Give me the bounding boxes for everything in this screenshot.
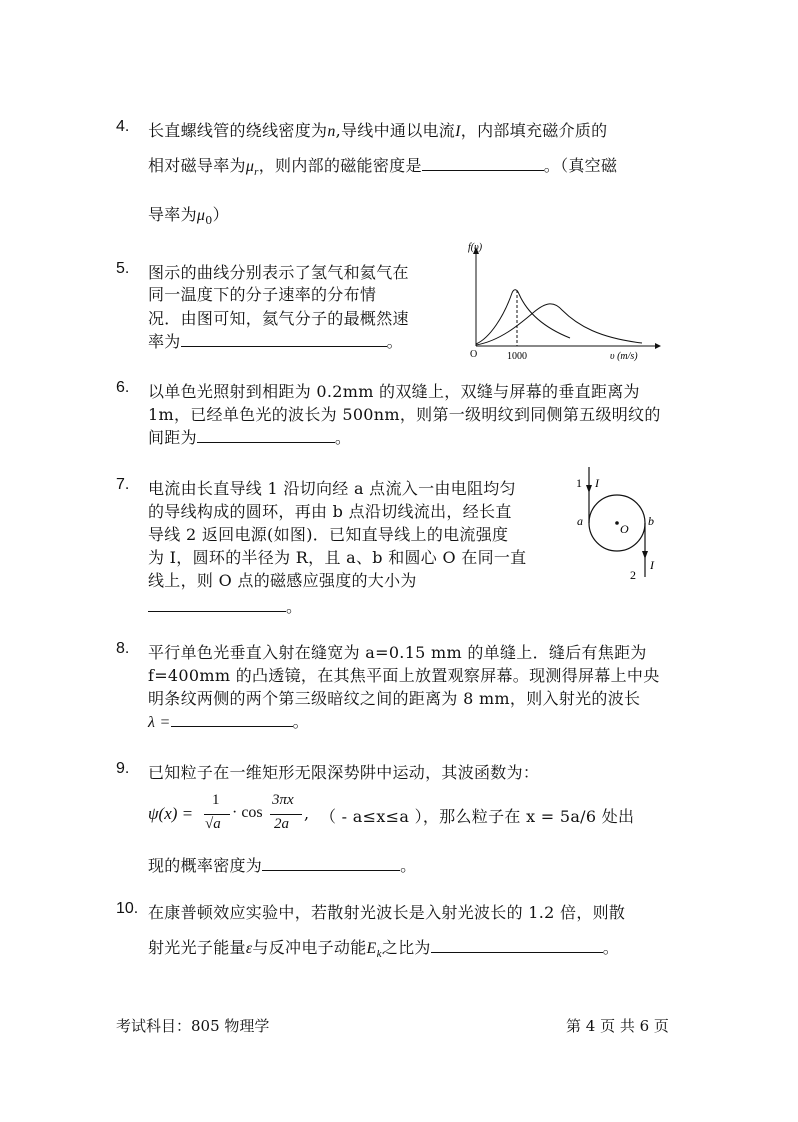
question-line: 图示的曲线分别表示了氢气和氦气在	[148, 263, 409, 282]
question-line: 射光光子能量ε与反冲电子动能$E_k$之比为 。	[148, 938, 620, 961]
y-axis-label: f(υ)	[468, 242, 483, 253]
question-8	[116, 640, 696, 735]
question-number: 10.	[116, 900, 139, 917]
question-line: 长直螺线管的绕线密度为n,导线中通以电流I，内部填充磁介质的	[148, 121, 608, 140]
question-line: f=400mm 的凸透镜，在其焦平面上放置观察屏幕。现测得屏幕上中央	[148, 666, 660, 685]
footer-subject: 考试科目：805 物理学	[116, 1017, 270, 1035]
current2-label: I	[650, 558, 654, 572]
question-line: 。	[148, 594, 302, 617]
center-O-label: O	[620, 522, 629, 536]
question-line: λ = 。	[148, 712, 309, 731]
question-line: 相对磁导率为$\mu_r$，则内部的磁能密度是 。（真空磁	[148, 156, 618, 179]
point-a-label: a	[577, 514, 583, 528]
answer-blank[interactable]	[148, 597, 286, 612]
question-4	[116, 118, 696, 228]
wire2-label: 2	[630, 568, 636, 582]
question-number: 6.	[116, 379, 130, 396]
answer-blank[interactable]	[262, 856, 400, 871]
question-line: 明条纹两侧的两个第三级暗纹之间的距离为 8 mm，则入射光的波长	[148, 689, 641, 708]
question-line: 况．由图可知，氦气分子的最概然速	[148, 309, 409, 328]
current1-label: I	[595, 476, 599, 490]
question-line: 线上，则 O 点的磁感应强度的大小为	[148, 571, 417, 590]
speed-distribution-figure	[460, 238, 670, 366]
question-6	[116, 379, 696, 449]
wire1-label: 1	[576, 476, 582, 490]
question-line: 平行单色光垂直入射在缝宽为 a=0.15 mm 的单缝上．缝后有焦距为	[148, 643, 647, 662]
question-number: 4.	[116, 118, 130, 135]
ring-current-figure	[570, 465, 670, 585]
fraction-bar	[270, 814, 302, 815]
question-10	[116, 900, 696, 960]
question-line: 导率为$\mu_0$）	[148, 205, 229, 228]
point-b-label: b	[648, 514, 654, 528]
question-line: 现的概率密度为 。	[148, 856, 417, 875]
distribution-curve-narrow	[476, 290, 570, 344]
question-number: 8.	[116, 640, 130, 657]
distribution-curve-wide	[476, 304, 642, 345]
question-number: 7.	[116, 476, 130, 493]
question-line: 电流由长直导线 1 沿切向经 a 点流入一由电阻均匀	[148, 479, 516, 498]
question-line: 为 I，圆环的半径为 R，且 a、b 和圆心 O 在同一直	[148, 548, 527, 567]
question-line: 在康普顿效应实验中，若散射光波长是入射光波长的 1.2 倍，则散	[148, 903, 626, 922]
question-number: 5.	[116, 260, 130, 277]
question-line: 1m，已经单色光的波长为 500nm，则第一级明纹到同侧第五级明纹的	[148, 405, 661, 424]
question-9	[116, 760, 696, 875]
question-line: 已知粒子在一维矩形无限深势阱中运动，其波函数为：	[148, 763, 540, 782]
answer-blank[interactable]	[197, 428, 335, 443]
question-line: 率为 。	[148, 332, 403, 351]
question-number: 9.	[116, 760, 130, 777]
answer-blank[interactable]	[431, 938, 603, 953]
question-line: 导线 2 返回电源(如图)．已知直导线上的电流强度	[148, 525, 509, 544]
question-line: 的导线构成的圆环，再由 b 点沿切线流出，经长直	[148, 502, 512, 521]
answer-blank[interactable]	[422, 156, 544, 171]
question-line: 以单色光照射到相距为 0.2mm 的双缝上，双缝与屏幕的垂直距离为	[148, 382, 640, 401]
fraction-bar	[204, 814, 230, 815]
answer-blank[interactable]	[181, 332, 387, 347]
x-tick-label: 1000	[507, 351, 527, 362]
footer-page-number: 第 4 页 共 6 页	[566, 1017, 669, 1035]
question-line: 间距为 。	[148, 428, 352, 447]
question-line: 同一温度下的分子速率的分布情	[148, 285, 377, 304]
wavefunction-formula: ψ(x) = 1 √a · cos 3πx 2a , （ - a≤x≤a ），那么粒子在 x = 5a/6 处出	[148, 792, 635, 832]
answer-blank[interactable]	[171, 712, 293, 727]
center-point	[615, 521, 619, 525]
origin-label: O	[470, 349, 478, 360]
x-axis-label: υ (m/s)	[610, 351, 638, 362]
